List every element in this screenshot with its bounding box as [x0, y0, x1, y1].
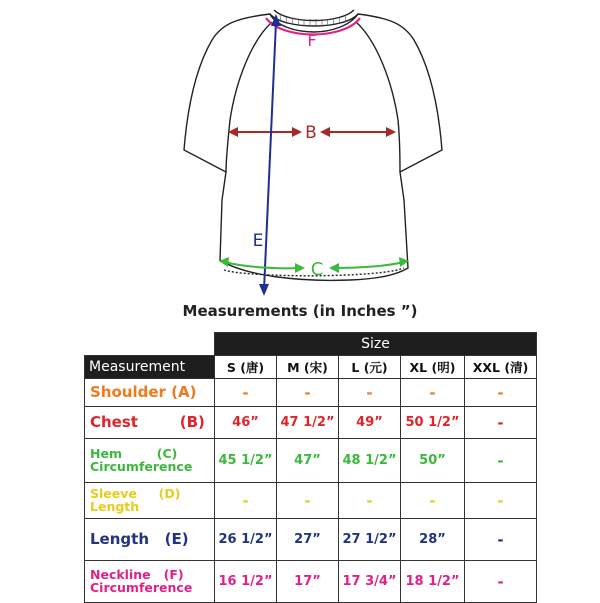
tshirt-diagram [0, 0, 600, 300]
table-cell: 27 1/2” [339, 519, 401, 561]
measurement-header: Measurement [85, 356, 215, 379]
table-cell: 18 1/2” [401, 561, 465, 603]
table-cell: - [339, 379, 401, 407]
chest-measure-b [228, 123, 396, 143]
col-header-l: L (元) [339, 356, 401, 379]
col-header-s: S (唐) [215, 356, 277, 379]
table-cell: - [339, 483, 401, 519]
row-label-line: Neckline (F) [90, 567, 184, 582]
col-header-xxl: XXL (清) [465, 356, 537, 379]
row-label-line: Circumference [90, 579, 193, 595]
row-label-line: Circumference [90, 458, 193, 474]
neckline-measure-f [266, 18, 360, 50]
label-f: F [307, 31, 317, 50]
table-cell: 50” [401, 439, 465, 483]
table-cell: 17” [277, 561, 339, 603]
table-cell: 28” [401, 519, 465, 561]
row-label-line: Shoulder (A) [90, 383, 197, 401]
table-cell: 47” [277, 439, 339, 483]
table-cell: - [465, 483, 537, 519]
table-cell: - [465, 379, 537, 407]
table-cell: 45 1/2” [215, 439, 277, 483]
table-cell: 48 1/2” [339, 439, 401, 483]
row-label [85, 407, 215, 439]
label-e: E [252, 231, 264, 251]
table-title: Measurements (in Inches ”) [182, 302, 418, 320]
row-label [85, 519, 215, 561]
table-row [85, 561, 537, 603]
col-header-m: M (宋) [277, 356, 339, 379]
table-cell: - [465, 439, 537, 483]
row-label-line: Sleeve (D) [90, 486, 181, 501]
table-cell: - [465, 519, 537, 561]
row-label-line: Length (E) [90, 530, 189, 548]
row-label-line: Length [90, 498, 140, 514]
table-cell: 47 1/2” [277, 407, 339, 439]
size-table [84, 332, 537, 603]
label-c: C [310, 259, 324, 280]
table-cell: - [215, 379, 277, 407]
length-measure-e [253, 14, 281, 296]
row-label [85, 561, 215, 603]
table-cell: 46” [215, 407, 277, 439]
tshirt-outline [184, 10, 442, 280]
table-cell: 49” [339, 407, 401, 439]
row-label [85, 439, 215, 483]
table-cell: 17 3/4” [339, 561, 401, 603]
col-header-xl: XL (明) [401, 356, 465, 379]
table-cell: 27” [277, 519, 339, 561]
table-row [85, 519, 537, 561]
table-row [85, 407, 537, 439]
row-label-line: Chest (B) [90, 413, 205, 431]
row-label [85, 483, 215, 519]
label-b: B [305, 123, 317, 143]
table-cell: - [277, 379, 339, 407]
table-cell: - [401, 379, 465, 407]
row-label [85, 379, 215, 407]
table-cell: - [277, 483, 339, 519]
table-cell: 16 1/2” [215, 561, 277, 603]
table-cell: 26 1/2” [215, 519, 277, 561]
table-row [85, 379, 537, 407]
table-cell: - [401, 483, 465, 519]
table-cell: - [215, 483, 277, 519]
table-cell: - [465, 407, 537, 439]
table-row [85, 439, 537, 483]
table-row [85, 483, 537, 519]
row-label-line: Hem (C) [90, 446, 178, 461]
table-cell: - [465, 561, 537, 603]
blank-corner [85, 333, 215, 356]
table-cell: 50 1/2” [401, 407, 465, 439]
size-header: Size [215, 333, 537, 356]
